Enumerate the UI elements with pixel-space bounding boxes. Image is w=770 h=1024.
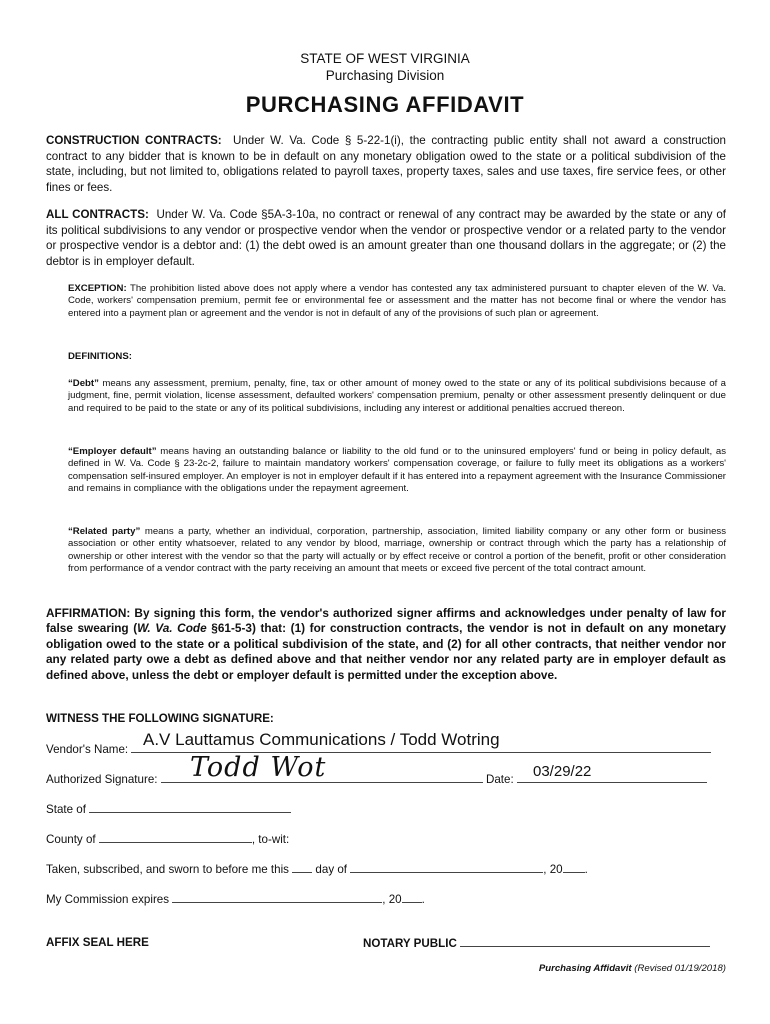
state-of-field[interactable] xyxy=(89,801,291,813)
witness-heading: WITNESS THE FOLLOWING SIGNATURE: xyxy=(46,712,274,725)
exception-label: EXCEPTION: xyxy=(68,283,127,294)
exception-text: The prohibition listed above does not apply where a vendor has contested any tax administered pursuant to chapter eleven of the W. Va. Code, workers' compensation premium, permit fee or environmental fee or assessment and the matter has not become final or where the vendor has entered into a payment plan or agreement and the vendor is not in default of any of the provisions of such plan or agreement. xyxy=(68,283,727,319)
county-of-label: County of xyxy=(46,833,96,846)
taken-subscribed-row: Taken, subscribed, and sworn to before me this day of , 20 . xyxy=(46,863,588,876)
vendor-name-label: Vendor's Name: xyxy=(46,743,129,756)
construction-contracts-label: CONSTRUCTION CONTRACTS: xyxy=(46,134,222,147)
taken-subscribed-text: Taken, subscribed, and sworn to before me this xyxy=(46,863,289,876)
all-contracts-paragraph xyxy=(46,207,726,269)
state-heading: STATE OF WEST VIRGINIA xyxy=(300,51,470,66)
commission-date-field[interactable] xyxy=(172,891,382,903)
affix-seal-label: AFFIX SEAL HERE xyxy=(46,936,149,949)
state-of-row xyxy=(46,801,291,817)
handwritten-signature: Todd Wot xyxy=(190,752,327,783)
year-field[interactable] xyxy=(563,861,585,873)
county-suffix: , to-wit: xyxy=(251,833,290,846)
month-field[interactable] xyxy=(350,861,543,873)
date-label: Date: xyxy=(485,773,514,786)
all-contracts-text: Under W. Va. Code §5A-3-10a, no contract or renewal of any contract may be awarded by the state or any of its political subdivisions to any vendor or prospective vendor when the vendor or prospective vendor or a related party to the vendor or prospective vendor is a debtor and: (1) the debt owed is an amount greater than one thousand dollars in the aggregate; or (2) the debtor is in employer default. xyxy=(46,208,726,268)
related-party-text: means a party, whether an individual, corporation, partnership, association, limited liability company or any other form or business association or other entity whatsoever, related to any vendor by blood, marriage, ownership or contract through which the party has a relationship of ownership or other interest with the vendor so that the party will actually or by effect receive or control a portion of the benefit, profit or other consideration from performance of a vendor contract with the party receiving an amount that meets or exceed five percent of the total contract amount. xyxy=(68,526,726,574)
related-party-term: “Related party” xyxy=(68,526,141,537)
state-of-label: State of xyxy=(46,803,86,816)
debt-text: means any assessment, premium, penalty, fine, tax or other amount of money owed to the state or any of its political subdivisions because of a judgment, fine, permit violation, license assessment, defaulted workers' compensation premium, penalty or other assessment presently delinquent or due and required to be paid to the state or any of its political subdivisions, including any interest or additional penalties accrued thereon. xyxy=(68,378,726,414)
date-value: 03/29/22 xyxy=(533,763,592,780)
vendor-name-value: A.V Lauttamus Communications / Todd Wotring xyxy=(143,730,500,749)
construction-contracts-text: Under W. Va. Code § 5-22-1(i), the contracting public entity shall not award a construction contract to any bidder that is known to be in default on any monetary obligation owed to the state or a political subdivision of the state, including, but not limited to, obligations related to payroll taxes, property taxes, sales and use taxes, fire service fees, or other fines or fees. xyxy=(46,134,727,194)
page-title: PURCHASING AFFIDAVIT xyxy=(245,92,525,117)
footer-revision xyxy=(539,963,726,974)
commission-year-field[interactable] xyxy=(402,891,422,903)
authorized-signature-label: Authorized Signature: xyxy=(46,773,158,786)
definitions-heading: DEFINITIONS: xyxy=(68,351,132,362)
affirmation-paragraph: AFFIRMATION: By signing this form, the vendor's authorized signer affirms and acknowledges under penalty of law for false swearing (W. Va. Code §61-5-3) that: (1) for construction contracts, the vendor is not in default on any monetary obligation owed to the state or a political subdivision of the state, and (2) for all other contracts, that neither vendor nor any related party owe a debt as defined above and that neither vendor nor any related party are in employer default as defined above, unless the debt or employer default is permitted under the exception above. xyxy=(46,606,727,682)
debt-term: “Debt” xyxy=(68,378,99,389)
notary-public-row xyxy=(363,935,710,951)
footer-revised: (Revised 01/19/2018) xyxy=(634,963,726,974)
all-contracts-label: ALL CONTRACTS: xyxy=(46,208,149,221)
notary-public-label: NOTARY PUBLIC xyxy=(363,937,457,950)
commission-label: My Commission expires xyxy=(46,893,170,906)
footer-title: Purchasing Affidavit xyxy=(538,963,632,974)
notary-public-field[interactable] xyxy=(460,935,710,947)
day-of-label: day of xyxy=(315,863,348,876)
authorized-signature-row xyxy=(46,771,707,787)
affirmation-cite: W. Va. Code xyxy=(137,621,207,636)
day-field[interactable] xyxy=(292,861,312,873)
construction-contracts-paragraph xyxy=(46,133,726,195)
county-of-row xyxy=(46,831,289,847)
employer-default-text: means having an outstanding balance or liability to the old fund or to the uninsured employers' fund or being in policy default, as defined in W. Va. Code § 23-2c-2, failure to maintain mandatory workers' compensation coverage, or failure to fully meet its obligations as a workers' compensation self-insured employer. An employer is not in employer default if it has entered into a repayment agreement with the Insurance Commissioner and remains in compliance with the obligations under the repayment agreement. xyxy=(68,446,727,494)
related-party-definition xyxy=(68,526,726,575)
employer-default-term: “Employer default” xyxy=(68,446,157,457)
division-heading: Purchasing Division xyxy=(325,68,445,83)
debt-definition xyxy=(68,378,726,415)
employer-default-definition xyxy=(68,446,726,495)
exception-paragraph xyxy=(68,283,726,320)
commission-row: My Commission expires , 20 . xyxy=(46,893,425,906)
county-of-field[interactable] xyxy=(99,831,252,843)
